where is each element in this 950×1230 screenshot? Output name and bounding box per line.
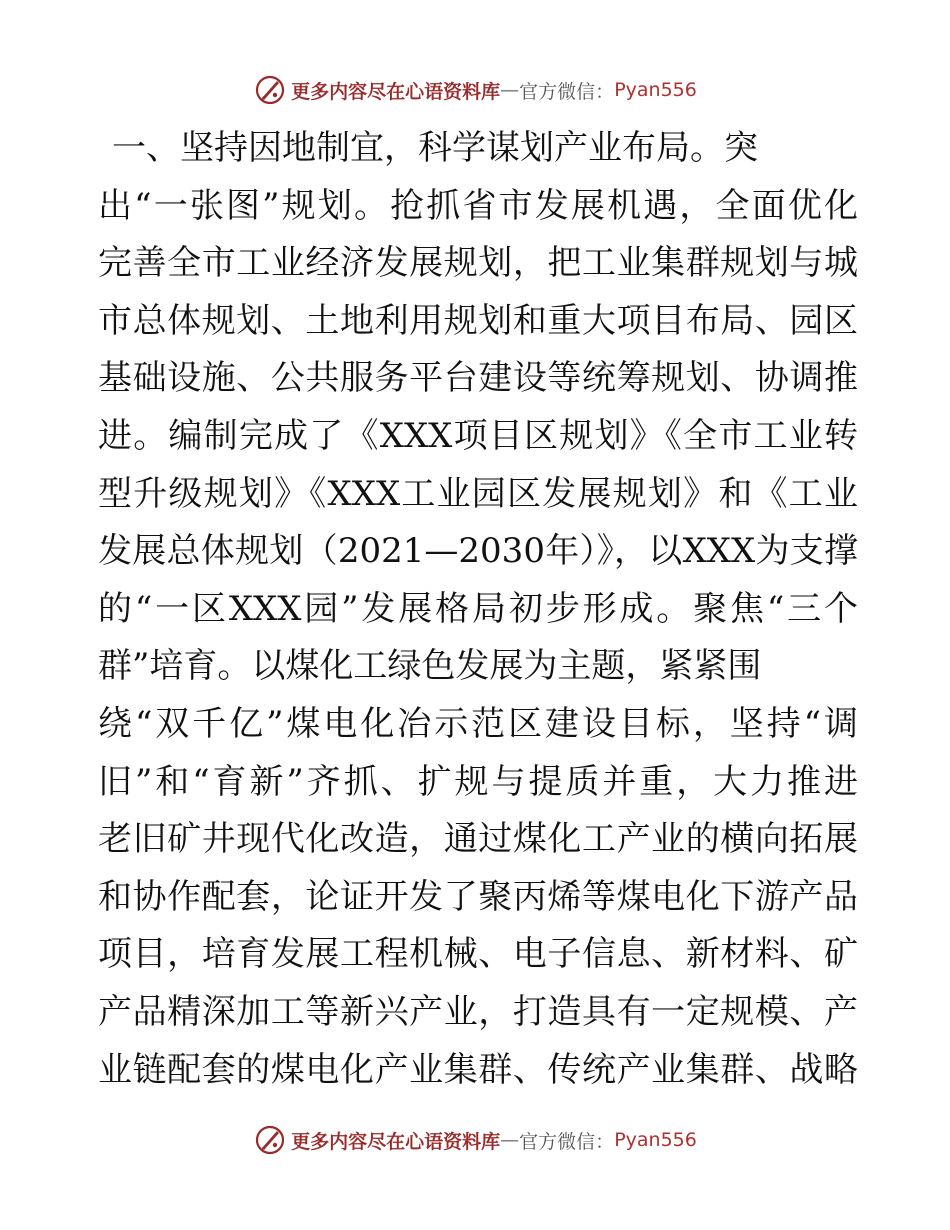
- body-text-line: 出“一张图”规划。抢抓省市发展机遇，全面优化: [98, 185, 858, 226]
- body-text-line: 群”培育。以煤化工绿色发展为主题，紧紧围: [98, 646, 762, 687]
- body-text-line: 的“一区XXX园”发展格局初步形成。聚焦“三个: [98, 588, 858, 629]
- body-text-line: 进。编制完成了《XXX项目区规划》《全市工业转: [98, 415, 858, 456]
- footer-watermark: [0, 1122, 950, 1158]
- watermark-label: 官方微信：: [519, 1130, 615, 1153]
- watermark-brand: 更多内容尽在心语资料库: [291, 1130, 501, 1153]
- watermark-wechat-id: Pyan556: [614, 1129, 697, 1151]
- body-text-line: 基础设施、公共服务平台建设等统筹规划、协调推: [98, 358, 858, 399]
- body-text-line: 产品精深加工等新兴产业，打造具有一定规模、产: [98, 991, 858, 1032]
- body-text-line: 绕“双千亿”煤电化冶示范区建设目标，坚持“调: [98, 703, 858, 744]
- body-text-line: 项目，培育发展工程机械、电子信息、新材料、矿: [98, 934, 858, 975]
- body-text-line: 市总体规划、土地利用规划和重大项目布局、园区: [98, 300, 858, 341]
- body-text-line: 完善全市工业经济发展规划，把工业集群规划与城: [98, 243, 858, 284]
- header-watermark: [0, 72, 950, 108]
- body-text-line: 业链配套的煤电化产业集群、传统产业集群、战略: [98, 1049, 858, 1090]
- section-heading-line: 一、坚持因地制宜，科学谋划产业布局。突: [112, 128, 758, 168]
- watermark-label: 官方微信：: [519, 80, 615, 103]
- document-body: [98, 120, 858, 1099]
- body-text-line: 旧”和“育新”齐抓、扩规与提质并重，大力推进: [98, 761, 858, 802]
- body-text-line: 发展总体规划（2021—2030年）》，以XXX为支撑: [98, 531, 858, 572]
- watermark-wechat-id: Pyan556: [614, 79, 697, 101]
- quill-logo-icon: [253, 73, 287, 107]
- watermark-brand: 更多内容尽在心语资料库: [291, 80, 501, 103]
- watermark-separator: —: [500, 1129, 520, 1151]
- body-text-line: 型升级规划》《XXX工业园区发展规划》和《工业: [98, 473, 858, 514]
- body-text-line: 和协作配套，论证开发了聚丙烯等煤电化下游产品: [98, 876, 858, 917]
- quill-logo-icon: [253, 1123, 287, 1157]
- body-text-line: 老旧矿井现代化改造，通过煤化工产业的横向拓展: [98, 819, 858, 860]
- watermark-separator: —: [500, 79, 520, 101]
